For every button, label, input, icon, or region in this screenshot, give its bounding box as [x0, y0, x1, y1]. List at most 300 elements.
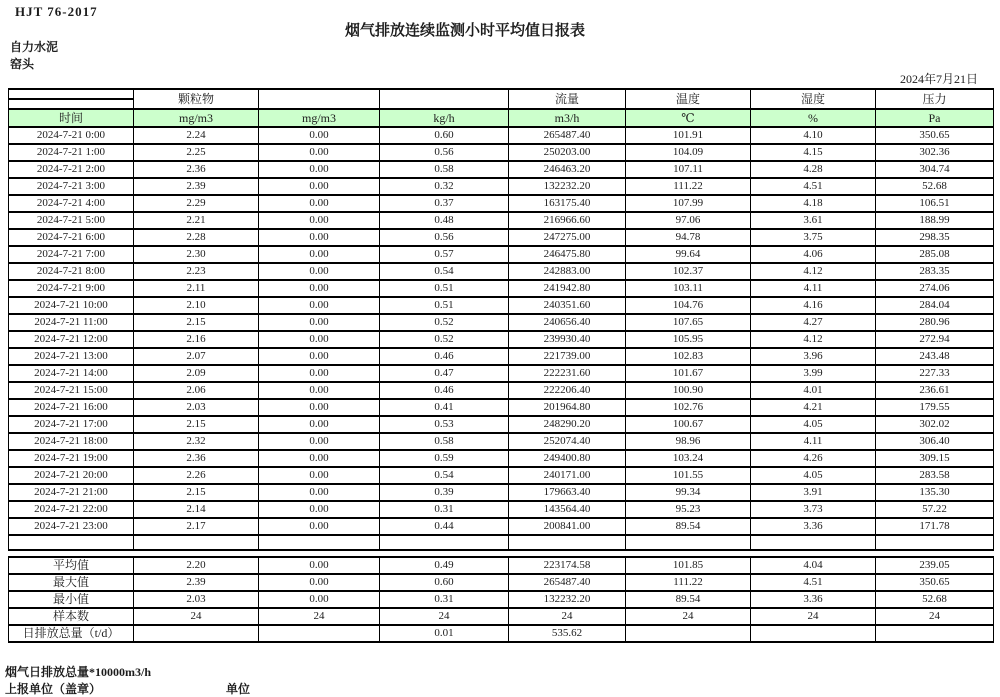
- summary-row: [9, 608, 994, 625]
- summary-row-value-cell: 101.85: [626, 557, 751, 574]
- table-row: [9, 484, 994, 501]
- summary-row-value-cell: 0.00: [259, 574, 380, 591]
- summary-row-value-cell: 350.65: [876, 574, 994, 591]
- table-row-label-cell: 2024-7-21 22:00: [9, 501, 134, 518]
- table-row-value-cell: 101.91: [626, 127, 751, 144]
- table-row-value-cell: 143564.40: [509, 501, 626, 518]
- table-row-value-cell: 2.09: [134, 365, 259, 382]
- table-row: [9, 127, 994, 144]
- table-row-value-cell: 227.33: [876, 365, 994, 382]
- signature-line: [5, 680, 250, 697]
- table-row-value-cell: 102.37: [626, 263, 751, 280]
- summary-row-label-cell: 最大值: [9, 574, 134, 591]
- table-row-value-cell: 265487.40: [509, 127, 626, 144]
- summary-row: [9, 557, 994, 574]
- summary-row: [9, 625, 994, 642]
- table-row-value-cell: 52.68: [876, 178, 994, 195]
- table-row-value-cell: 2.21: [134, 212, 259, 229]
- summary-row-value-cell: 24: [751, 608, 876, 625]
- table-row-value-cell: 0.56: [380, 144, 509, 161]
- summary-row: [9, 591, 994, 608]
- table-row-value-cell: 89.54: [626, 518, 751, 535]
- table-row-value-cell: 95.23: [626, 501, 751, 518]
- table-row: [9, 144, 994, 161]
- table-row-value-cell: 4.05: [751, 467, 876, 484]
- table-row: [9, 246, 994, 263]
- table-row-value-cell: 0.54: [380, 263, 509, 280]
- summary-row-value-cell: 24: [259, 608, 380, 625]
- table-row-label-cell: 2024-7-21 10:00: [9, 297, 134, 314]
- table-row-value-cell: 0.00: [259, 331, 380, 348]
- table-row-value-cell: 4.18: [751, 195, 876, 212]
- table-row-value-cell: 309.15: [876, 450, 994, 467]
- table-row-value-cell: [134, 535, 259, 550]
- table-row-value-cell: 249400.80: [509, 450, 626, 467]
- table-row-value-cell: 274.06: [876, 280, 994, 297]
- table-row-value-cell: 0.00: [259, 518, 380, 535]
- table-row-value-cell: 0.53: [380, 416, 509, 433]
- table-row-label-cell: 2024-7-21 13:00: [9, 348, 134, 365]
- table-row-value-cell: 0.00: [259, 314, 380, 331]
- table-row-value-cell: 0.00: [259, 399, 380, 416]
- table-row: [9, 348, 994, 365]
- table-row-label-cell: 2024-7-21 11:00: [9, 314, 134, 331]
- summary-row-value-cell: 4.51: [751, 574, 876, 591]
- standard-code: HJT 76-2017: [15, 4, 98, 19]
- table-row-value-cell: 188.99: [876, 212, 994, 229]
- table-row-value-cell: 104.76: [626, 297, 751, 314]
- table-row-value-cell: 280.96: [876, 314, 994, 331]
- table-row-value-cell: 246475.80: [509, 246, 626, 263]
- table-row-value-cell: 0.52: [380, 331, 509, 348]
- summary-row-value-cell: 3.36: [751, 591, 876, 608]
- table-row-value-cell: 0.00: [259, 365, 380, 382]
- table-row-value-cell: 252074.40: [509, 433, 626, 450]
- table-row-value-cell: 99.64: [626, 246, 751, 263]
- table-row-value-cell: 0.00: [259, 280, 380, 297]
- table-row-value-cell: 94.78: [626, 229, 751, 246]
- table-row-label-cell: 2024-7-21 3:00: [9, 178, 134, 195]
- table-row-value-cell: 0.00: [259, 484, 380, 501]
- table-row-value-cell: 0.00: [259, 450, 380, 467]
- table-row-value-cell: 4.10: [751, 127, 876, 144]
- table-row-value-cell: [751, 535, 876, 550]
- table-row-value-cell: 0.00: [259, 144, 380, 161]
- table-row-value-cell: 216966.60: [509, 212, 626, 229]
- table-row-value-cell: 0.37: [380, 195, 509, 212]
- table-row-value-cell: 2.36: [134, 450, 259, 467]
- table-row-value-cell: 0.00: [259, 195, 380, 212]
- table-row-value-cell: 4.21: [751, 399, 876, 416]
- table-row: [9, 297, 994, 314]
- table-row: [9, 178, 994, 195]
- table-row-label-cell: [9, 535, 134, 550]
- table-row: [9, 382, 994, 399]
- table-row: [9, 467, 994, 484]
- table-row-value-cell: 107.65: [626, 314, 751, 331]
- table-row-value-cell: 4.12: [751, 331, 876, 348]
- table-row: [9, 535, 994, 550]
- summary-row-value-cell: 24: [380, 608, 509, 625]
- table-row: [9, 416, 994, 433]
- table-row: [9, 229, 994, 246]
- table-row-value-cell: 248290.20: [509, 416, 626, 433]
- summary-row-value-cell: 89.54: [626, 591, 751, 608]
- summary-row-value-cell: 2.20: [134, 557, 259, 574]
- table-row-label-cell: 2024-7-21 6:00: [9, 229, 134, 246]
- table-row-value-cell: 4.12: [751, 263, 876, 280]
- table-row-value-cell: 4.11: [751, 433, 876, 450]
- table-row: [9, 399, 994, 416]
- summary-row-label-cell: 最小值: [9, 591, 134, 608]
- table-row-value-cell: [259, 535, 380, 550]
- table-row-value-cell: 222206.40: [509, 382, 626, 399]
- table-row-value-cell: 107.11: [626, 161, 751, 178]
- table-row-value-cell: 350.65: [876, 127, 994, 144]
- table-row: [9, 314, 994, 331]
- table-row-value-cell: 236.61: [876, 382, 994, 399]
- table-row-value-cell: 4.11: [751, 280, 876, 297]
- daily-total-note: 烟气日排放总量*10000m3/h: [5, 665, 152, 679]
- table-row-value-cell: 3.96: [751, 348, 876, 365]
- table-row-value-cell: 0.00: [259, 127, 380, 144]
- table-row-value-cell: 0.00: [259, 433, 380, 450]
- col-header-temperature: 温度: [626, 89, 751, 109]
- company-name: 自力水泥: [10, 40, 59, 54]
- units-header-row: [9, 109, 994, 127]
- table-row-value-cell: 2.15: [134, 416, 259, 433]
- table-row-value-cell: 0.56: [380, 229, 509, 246]
- table-row-value-cell: 0.00: [259, 501, 380, 518]
- table-row-label-cell: 2024-7-21 19:00: [9, 450, 134, 467]
- table-row-value-cell: 3.91: [751, 484, 876, 501]
- table-row-label-cell: 2024-7-21 4:00: [9, 195, 134, 212]
- table-row-value-cell: 0.31: [380, 501, 509, 518]
- summary-row-value-cell: 223174.58: [509, 557, 626, 574]
- table-row-value-cell: 2.03: [134, 399, 259, 416]
- table-row-value-cell: 4.15: [751, 144, 876, 161]
- table-row-value-cell: 0.00: [259, 212, 380, 229]
- summary-row-label-cell: 日排放总量（t/d）: [9, 625, 134, 642]
- summary-row-value-cell: 2.03: [134, 591, 259, 608]
- table-row-value-cell: 250203.00: [509, 144, 626, 161]
- table-row-value-cell: 57.22: [876, 501, 994, 518]
- summary-row-value-cell: 2.39: [134, 574, 259, 591]
- summary-row-value-cell: 0.00: [259, 591, 380, 608]
- table-row-value-cell: 283.35: [876, 263, 994, 280]
- table-row-value-cell: 2.30: [134, 246, 259, 263]
- table-row-value-cell: 0.46: [380, 348, 509, 365]
- table-row-value-cell: 3.75: [751, 229, 876, 246]
- table-row-value-cell: 0.46: [380, 382, 509, 399]
- table-row-label-cell: 2024-7-21 5:00: [9, 212, 134, 229]
- table-row: [9, 263, 994, 280]
- table-row-label-cell: 2024-7-21 21:00: [9, 484, 134, 501]
- summary-row-value-cell: 0.00: [259, 557, 380, 574]
- table-row: [9, 195, 994, 212]
- table-row-value-cell: 171.78: [876, 518, 994, 535]
- summary-row-value-cell: 239.05: [876, 557, 994, 574]
- table-row-value-cell: 0.41: [380, 399, 509, 416]
- table-row-value-cell: 0.00: [259, 263, 380, 280]
- table-row-value-cell: 0.00: [259, 297, 380, 314]
- table-row-value-cell: 2.15: [134, 314, 259, 331]
- report-unit-label: 上报单位（盖章）: [5, 682, 102, 696]
- table-row-label-cell: 2024-7-21 12:00: [9, 331, 134, 348]
- table-row-value-cell: 0.51: [380, 280, 509, 297]
- table-row-value-cell: 3.61: [751, 212, 876, 229]
- table-row-value-cell: 0.00: [259, 348, 380, 365]
- table-row-label-cell: 2024-7-21 17:00: [9, 416, 134, 433]
- col-header-pressure: 压力: [876, 89, 994, 109]
- table-row-value-cell: 102.83: [626, 348, 751, 365]
- table-row-value-cell: 2.07: [134, 348, 259, 365]
- table-row-value-cell: 0.52: [380, 314, 509, 331]
- table-row-value-cell: 104.09: [626, 144, 751, 161]
- table-row-value-cell: 4.01: [751, 382, 876, 399]
- summary-row: [9, 574, 994, 591]
- table-row-value-cell: 99.34: [626, 484, 751, 501]
- table-row-value-cell: 240656.40: [509, 314, 626, 331]
- table-row: [9, 280, 994, 297]
- table-row-value-cell: 0.51: [380, 297, 509, 314]
- table-row: [9, 501, 994, 518]
- table-row-value-cell: 243.48: [876, 348, 994, 365]
- table-row-value-cell: 4.51: [751, 178, 876, 195]
- table-row-value-cell: 97.06: [626, 212, 751, 229]
- table-row-value-cell: 0.00: [259, 246, 380, 263]
- table-row-value-cell: 135.30: [876, 484, 994, 501]
- table-row-value-cell: 163175.40: [509, 195, 626, 212]
- summary-row-value-cell: [134, 625, 259, 642]
- table-row-value-cell: 0.00: [259, 382, 380, 399]
- table-row-value-cell: 0.32: [380, 178, 509, 195]
- col-header-blank-2: [380, 89, 509, 109]
- col-header-particulate: 颗粒物: [134, 89, 259, 109]
- table-row-value-cell: 221739.00: [509, 348, 626, 365]
- time-header-bottom-cell: [9, 99, 134, 109]
- table-row-value-cell: 102.76: [626, 399, 751, 416]
- table-row-value-cell: 0.57: [380, 246, 509, 263]
- group-header-row: [9, 89, 994, 99]
- table-row: [9, 433, 994, 450]
- summary-row-value-cell: 535.62: [509, 625, 626, 642]
- unit-label: 单位: [226, 682, 251, 696]
- table-row-value-cell: [876, 535, 994, 550]
- table-row-value-cell: 111.22: [626, 178, 751, 195]
- table-row-value-cell: [380, 535, 509, 550]
- unit-cell-celsius: ℃: [626, 109, 751, 127]
- table-row-label-cell: 2024-7-21 7:00: [9, 246, 134, 263]
- table-row-label-cell: 2024-7-21 1:00: [9, 144, 134, 161]
- table-row-label-cell: 2024-7-21 14:00: [9, 365, 134, 382]
- summary-row-value-cell: 4.04: [751, 557, 876, 574]
- table-row: [9, 365, 994, 382]
- table-row-value-cell: 0.00: [259, 161, 380, 178]
- table-row-value-cell: 2.39: [134, 178, 259, 195]
- table-row-value-cell: 247275.00: [509, 229, 626, 246]
- table-row-value-cell: 179.55: [876, 399, 994, 416]
- table-row-value-cell: 241942.80: [509, 280, 626, 297]
- col-header-blank-1: [259, 89, 380, 109]
- table-row-value-cell: 2.11: [134, 280, 259, 297]
- table-row-value-cell: 2.28: [134, 229, 259, 246]
- table-row-value-cell: 285.08: [876, 246, 994, 263]
- unit-cell-mgm3-1: mg/m3: [134, 109, 259, 127]
- table-row-value-cell: 2.24: [134, 127, 259, 144]
- table-row-value-cell: 179663.40: [509, 484, 626, 501]
- table-row-value-cell: 0.47: [380, 365, 509, 382]
- table-row-label-cell: 2024-7-21 20:00: [9, 467, 134, 484]
- summary-row-value-cell: [259, 625, 380, 642]
- table-row-label-cell: 2024-7-21 8:00: [9, 263, 134, 280]
- table-row: [9, 450, 994, 467]
- table-row-value-cell: 239930.40: [509, 331, 626, 348]
- table-row-value-cell: [626, 535, 751, 550]
- table-row-value-cell: 242883.00: [509, 263, 626, 280]
- table-row-value-cell: 3.36: [751, 518, 876, 535]
- table-row-label-cell: 2024-7-21 23:00: [9, 518, 134, 535]
- table-row-value-cell: 2.10: [134, 297, 259, 314]
- table-row: [9, 212, 994, 229]
- table-row-value-cell: 306.40: [876, 433, 994, 450]
- table-row-value-cell: 2.23: [134, 263, 259, 280]
- time-header-top-cell: [9, 89, 134, 99]
- table-row-value-cell: [509, 535, 626, 550]
- table-row-value-cell: 107.99: [626, 195, 751, 212]
- table-row-value-cell: 0.00: [259, 229, 380, 246]
- summary-row-value-cell: 0.31: [380, 591, 509, 608]
- table-row-value-cell: 0.00: [259, 178, 380, 195]
- summary-row-label-cell: 样本数: [9, 608, 134, 625]
- table-row-value-cell: 2.06: [134, 382, 259, 399]
- table-row: [9, 161, 994, 178]
- table-row-value-cell: 0.58: [380, 433, 509, 450]
- table-row-label-cell: 2024-7-21 18:00: [9, 433, 134, 450]
- unit-cell-kgh: kg/h: [380, 109, 509, 127]
- table-row-label-cell: 2024-7-21 15:00: [9, 382, 134, 399]
- table-row: [9, 331, 994, 348]
- table-row-value-cell: 132232.20: [509, 178, 626, 195]
- table-row-value-cell: 2.36: [134, 161, 259, 178]
- table-row-value-cell: 222231.60: [509, 365, 626, 382]
- summary-row-value-cell: 24: [509, 608, 626, 625]
- table-row-value-cell: 284.04: [876, 297, 994, 314]
- table-row-value-cell: 0.00: [259, 467, 380, 484]
- table-row-value-cell: 100.67: [626, 416, 751, 433]
- summary-row-value-cell: [751, 625, 876, 642]
- table-row-value-cell: 240351.60: [509, 297, 626, 314]
- summary-table: [8, 556, 994, 643]
- table-row-value-cell: 201964.80: [509, 399, 626, 416]
- table-row-label-cell: 2024-7-21 16:00: [9, 399, 134, 416]
- table-row: [9, 518, 994, 535]
- table-row-value-cell: 105.95: [626, 331, 751, 348]
- unit-cell-mgm3-2: mg/m3: [259, 109, 380, 127]
- col-header-humidity: 湿度: [751, 89, 876, 109]
- table-row-value-cell: 2.16: [134, 331, 259, 348]
- hourly-data-table: [8, 88, 994, 551]
- col-header-flow: 流量: [509, 89, 626, 109]
- summary-row-value-cell: 132232.20: [509, 591, 626, 608]
- table-row-value-cell: 4.05: [751, 416, 876, 433]
- summary-row-value-cell: 0.49: [380, 557, 509, 574]
- table-row-value-cell: 2.17: [134, 518, 259, 535]
- unit-cell-pa: Pa: [876, 109, 994, 127]
- table-row-value-cell: 3.99: [751, 365, 876, 382]
- table-row-value-cell: 3.73: [751, 501, 876, 518]
- summary-row-value-cell: 52.68: [876, 591, 994, 608]
- report-date: 2024年7月21日: [899, 72, 978, 86]
- summary-row-value-cell: 265487.40: [509, 574, 626, 591]
- table-row-value-cell: 200841.00: [509, 518, 626, 535]
- table-row-value-cell: 0.58: [380, 161, 509, 178]
- table-row-value-cell: 0.60: [380, 127, 509, 144]
- table-row-value-cell: 4.06: [751, 246, 876, 263]
- table-row-value-cell: 103.24: [626, 450, 751, 467]
- summary-row-value-cell: 24: [134, 608, 259, 625]
- table-row-value-cell: 246463.20: [509, 161, 626, 178]
- summary-row-value-cell: [876, 625, 994, 642]
- table-row-value-cell: 0.39: [380, 484, 509, 501]
- table-row-value-cell: 302.02: [876, 416, 994, 433]
- table-row-label-cell: 2024-7-21 9:00: [9, 280, 134, 297]
- table-row-value-cell: 272.94: [876, 331, 994, 348]
- summary-row-value-cell: 24: [626, 608, 751, 625]
- page-title: 烟气排放连续监测小时平均值日报表: [344, 23, 585, 39]
- summary-row-value-cell: 24: [876, 608, 994, 625]
- summary-row-value-cell: 111.22: [626, 574, 751, 591]
- table-row-label-cell: 2024-7-21 2:00: [9, 161, 134, 178]
- summary-row-label-cell: 平均值: [9, 557, 134, 574]
- table-row-value-cell: 2.29: [134, 195, 259, 212]
- table-row-value-cell: 101.67: [626, 365, 751, 382]
- table-row-value-cell: 2.25: [134, 144, 259, 161]
- table-row-value-cell: 2.32: [134, 433, 259, 450]
- table-row-value-cell: 103.11: [626, 280, 751, 297]
- table-row-value-cell: 106.51: [876, 195, 994, 212]
- table-row-label-cell: 2024-7-21 0:00: [9, 127, 134, 144]
- report-table-area: [8, 88, 993, 643]
- table-row-value-cell: 240171.00: [509, 467, 626, 484]
- table-row-value-cell: 0.44: [380, 518, 509, 535]
- table-row-value-cell: 4.26: [751, 450, 876, 467]
- table-row-value-cell: 4.27: [751, 314, 876, 331]
- table-row-value-cell: 4.28: [751, 161, 876, 178]
- unit-cell-time: 时间: [9, 109, 134, 127]
- summary-row-value-cell: 0.01: [380, 625, 509, 642]
- monitor-location: 窑头: [10, 57, 35, 71]
- unit-cell-percent: %: [751, 109, 876, 127]
- table-row-value-cell: 0.54: [380, 467, 509, 484]
- unit-cell-m3h: m3/h: [509, 109, 626, 127]
- table-row-value-cell: 0.00: [259, 416, 380, 433]
- summary-row-value-cell: 0.60: [380, 574, 509, 591]
- table-row-value-cell: 101.55: [626, 467, 751, 484]
- table-row-value-cell: 283.58: [876, 467, 994, 484]
- table-row-value-cell: 0.48: [380, 212, 509, 229]
- table-row-value-cell: 2.26: [134, 467, 259, 484]
- summary-row-value-cell: [626, 625, 751, 642]
- table-row-value-cell: 100.90: [626, 382, 751, 399]
- table-row-value-cell: 4.16: [751, 297, 876, 314]
- table-row-value-cell: 302.36: [876, 144, 994, 161]
- table-row-value-cell: 0.59: [380, 450, 509, 467]
- table-row-value-cell: 98.96: [626, 433, 751, 450]
- table-row-value-cell: 298.35: [876, 229, 994, 246]
- table-row-value-cell: 2.14: [134, 501, 259, 518]
- table-row-value-cell: 2.15: [134, 484, 259, 501]
